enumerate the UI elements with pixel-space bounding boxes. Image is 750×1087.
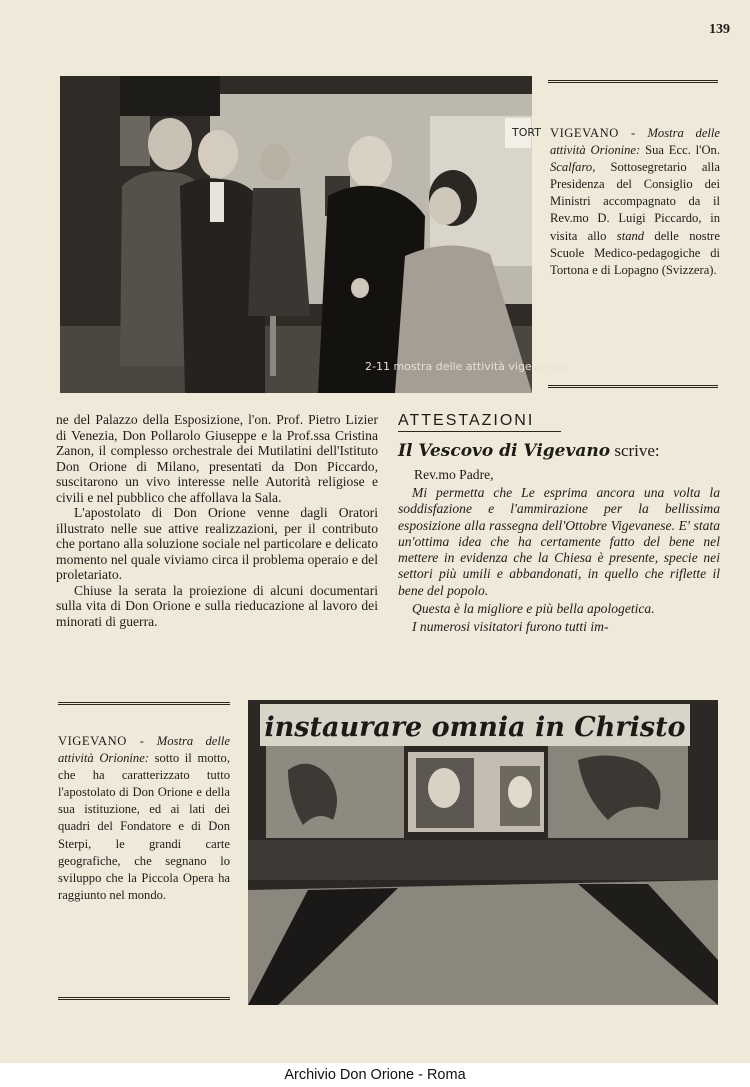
caption-top-text2: Sottosegretario alla Presidenza del Consiglio dei Ministri accompagnato da il Rev.mo D. Luigi Piccardo, in visita allo (550, 160, 720, 243)
caption-top-name: Scalfaro, (550, 160, 596, 175)
body-left-column (56, 412, 378, 629)
left-paragraph-2: L'apostolato di Don Orione venne dagli Oratori illustrato nelle sue attive realizzazioni, per il contributo che portano alla soluzione sociale nel particolare e delicato momento nel quale viviamo circa il problema operaio e del proletariato. (56, 505, 378, 582)
page-number: 139 (709, 22, 730, 37)
archive-footer: Archivio Don Orione - Roma (0, 1063, 750, 1087)
exhibition-visit-photo (60, 76, 568, 393)
caption-top-stand: stand (616, 228, 645, 243)
caption-top-rule-upper (548, 80, 718, 83)
exhibition-motto-illustration (248, 700, 718, 1005)
caption-bottom-text: sotto il motto, che ha caratterizzato tutto l'apostolato di Don Orione e della sua istituzione, ed ai lati dei quadri del Fondatore e di Don Sterpi, le grandi carte geografiche, che segnano lo sviluppo che la Piccola Opera ha raggiunto nel mondo. (58, 751, 230, 902)
section-heading: ATTESTAZIONI (398, 412, 561, 432)
caption-top-place: VIGEVANO - (550, 126, 636, 140)
caption-top-text3: delle nostre Scuole Medico-pedagogiche di Tortona e di Lopagno (Svizzera). (550, 228, 720, 277)
exhibition-motto-photo (248, 700, 718, 1005)
caption-bottom-place: VIGEVANO - (58, 734, 145, 748)
caption-top-rule-lower (548, 385, 718, 388)
letter-paragraph-2: Questa è la migliore e più bella apologetica. (412, 601, 655, 617)
body-right-column (398, 412, 720, 636)
caption-top (550, 125, 720, 279)
letter-paragraph-1: Mi permetta che Le esprima ancora una volta la soddisfazione e l'ammirazione per la bellissima esposizione alla rassegna dell'Ottobre Vigevanese. E' stata un'ottima idea che ha certamente fatto del bene nel mettere in evidenza che la Chiesa è presente, specie nei settori più umili e abbandonati, in quello che riflette il bene del popolo. (398, 485, 720, 598)
caption-bottom-rule-upper (58, 702, 230, 705)
caption-bottom-rule-lower (58, 997, 230, 1000)
left-paragraph-1: ne del Palazzo della Esposizione, l'on. Prof. Pietro Lizier di Venezia, Don Pollarolo Giuseppe e la Prof.ssa Cristina Zanon, il complesso orchestrale dei Mutilatini dell'Istituto Don Orione di Milano, presentati da Don Piccardo, suscitarono un vivo interesse nelle Autorità religiose e civili e nel pubblico che affollava la Sala. (56, 412, 378, 505)
caption-bottom (58, 733, 230, 904)
photo-bottom-label: 2-11 mostra delle attività vigevanesi (365, 360, 568, 373)
caption-bottom-title: Mostra delle attività Orionine: (58, 734, 230, 766)
caption-top-title: Mostra delle attività Orionine: (550, 126, 720, 158)
letter-heading-script: Il Vescovo di Vigevano (398, 441, 611, 461)
letter-paragraph-3: I numerosi visitatori furono tutti im- (412, 619, 609, 635)
caption-top-text1: Sua Ecc. l'On. (645, 143, 720, 158)
letter-salutation: Rev.mo Padre, (414, 467, 494, 482)
letter-heading (398, 442, 720, 460)
left-paragraph-3: Chiuse la serata la proiezione di alcuni documentari sulla vita di Don Orione e sulla rieducazione al lavoro dei minorati di guerra. (56, 582, 378, 629)
letter-heading-rest: scrive: (614, 441, 660, 460)
exhibit-sign-text: TORT (512, 126, 541, 139)
motto-banner-text: instaurare omnia in Christo (264, 712, 686, 743)
exhibition-visit-illustration (60, 76, 568, 393)
